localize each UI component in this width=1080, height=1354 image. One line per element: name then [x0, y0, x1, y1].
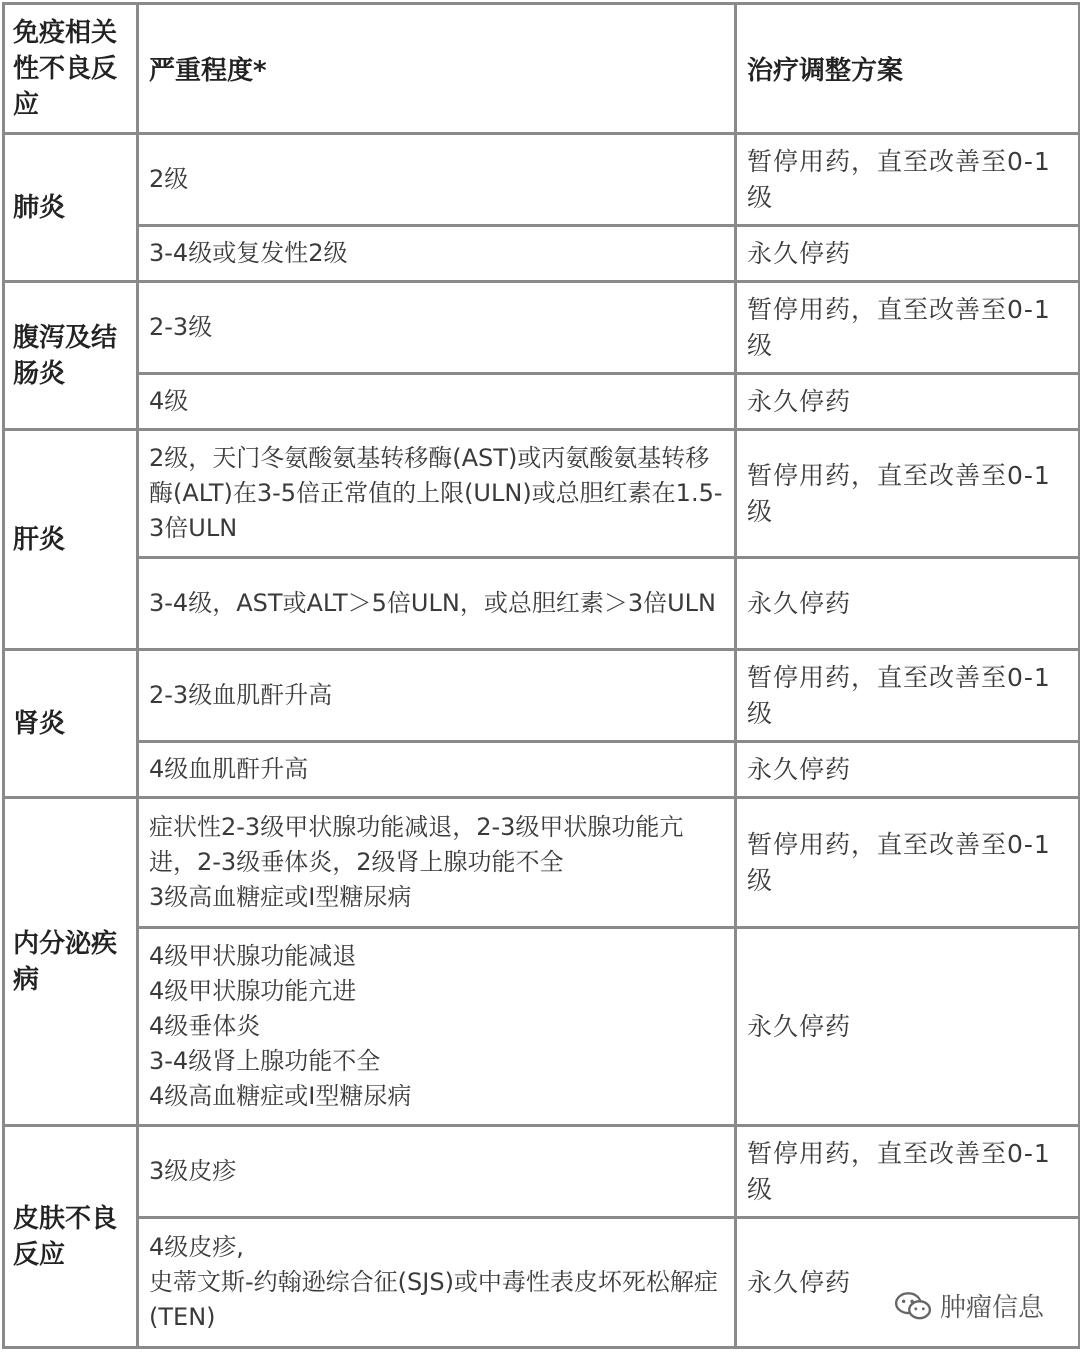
severity-cell — [138, 282, 736, 374]
table-row — [4, 798, 1080, 928]
severity-line: 史蒂文斯-约翰逊综合征(SJS)或中毒性表皮坏死松解症(TEN) — [149, 1268, 718, 1331]
severity-cell — [138, 928, 736, 1126]
severity-line: 3-4级肾上腺功能不全 — [149, 1047, 381, 1075]
wechat-icon — [894, 1291, 932, 1321]
category-cell: 内分泌疾病 — [4, 798, 138, 1126]
table-row — [4, 282, 1080, 374]
severity-line: 2级 — [149, 165, 189, 193]
category-cell: 肝炎 — [4, 430, 138, 650]
severity-line: 3级高血糖症或I型糖尿病 — [149, 883, 412, 911]
severity-cell — [138, 742, 736, 798]
category-cell: 肺炎 — [4, 134, 138, 282]
treatment-cell: 永久停药 — [736, 558, 1080, 650]
header-category: 免疫相关性不良反应 — [4, 4, 138, 134]
treatment-cell: 暂停用药，直至改善至0-1级 — [736, 650, 1080, 742]
treatment-cell: 暂停用药，直至改善至0-1级 — [736, 1126, 1080, 1218]
treatment-cell: 永久停药 — [736, 374, 1080, 430]
severity-line: 4级 — [149, 387, 189, 415]
table-row — [4, 928, 1080, 1126]
severity-line: 症状性2-3级甲状腺功能减退，2-3级甲状腺功能亢进，2-3级垂体炎，2级肾上腺功能不全 — [149, 813, 684, 876]
table-row — [4, 134, 1080, 226]
table-row — [4, 742, 1080, 798]
severity-cell — [138, 1218, 736, 1348]
treatment-cell: 暂停用药，直至改善至0-1级 — [736, 798, 1080, 928]
table-row — [4, 226, 1080, 282]
irae-table — [2, 2, 1080, 1349]
table-row — [4, 430, 1080, 558]
severity-cell — [138, 558, 736, 650]
treatment-cell: 暂停用药，直至改善至0-1级 — [736, 282, 1080, 374]
header-severity: 严重程度* — [138, 4, 736, 134]
severity-line: 4级血肌酐升高 — [149, 755, 309, 783]
treatment-cell: 永久停药 — [736, 928, 1080, 1126]
table-row — [4, 1126, 1080, 1218]
table-row — [4, 650, 1080, 742]
watermark-text: 肿瘤信息 — [939, 1293, 1044, 1323]
severity-cell — [138, 374, 736, 430]
severity-line: 3-4级或复发性2级 — [149, 239, 348, 267]
treatment-cell: 暂停用药，直至改善至0-1级 — [736, 430, 1080, 558]
severity-line: 2-3级 — [149, 313, 213, 341]
severity-line: 3-4级，AST或ALT＞5倍ULN，或总胆红素＞3倍ULN — [149, 589, 716, 617]
severity-line: 3级皮疹 — [149, 1157, 237, 1185]
severity-line: 4级甲状腺功能减退 — [149, 942, 357, 970]
severity-cell — [138, 430, 736, 558]
category-cell: 皮肤不良反应 — [4, 1126, 138, 1348]
treatment-cell: 暂停用药，直至改善至0-1级 — [736, 134, 1080, 226]
severity-cell — [138, 798, 736, 928]
table-header-row — [4, 4, 1080, 134]
table-row — [4, 374, 1080, 430]
severity-cell — [138, 1126, 736, 1218]
severity-line: 4级甲状腺功能亢进 — [149, 977, 357, 1005]
severity-cell — [138, 650, 736, 742]
header-treatment: 治疗调整方案 — [736, 4, 1080, 134]
severity-cell — [138, 134, 736, 226]
category-cell: 肾炎 — [4, 650, 138, 798]
severity-line: 4级垂体炎 — [149, 1012, 261, 1040]
treatment-cell: 永久停药 — [736, 226, 1080, 282]
severity-cell — [138, 226, 736, 282]
category-cell: 腹泻及结肠炎 — [4, 282, 138, 430]
watermark — [894, 1287, 1044, 1324]
severity-line: 4级皮疹, — [149, 1233, 244, 1261]
severity-line: 2-3级血肌酐升高 — [149, 681, 333, 709]
severity-line: 2级，天门冬氨酸氨基转移酶(AST)或丙氨酸氨基转移酶(ALT)在3-5倍正常值的上限(ULN)或总胆红素在1.5-3倍ULN — [149, 444, 723, 542]
treatment-cell: 永久停药 — [736, 1218, 1080, 1348]
table-row — [4, 1218, 1080, 1348]
table-row — [4, 558, 1080, 650]
treatment-cell: 永久停药 — [736, 742, 1080, 798]
severity-line: 4级高血糖症或I型糖尿病 — [149, 1082, 412, 1110]
